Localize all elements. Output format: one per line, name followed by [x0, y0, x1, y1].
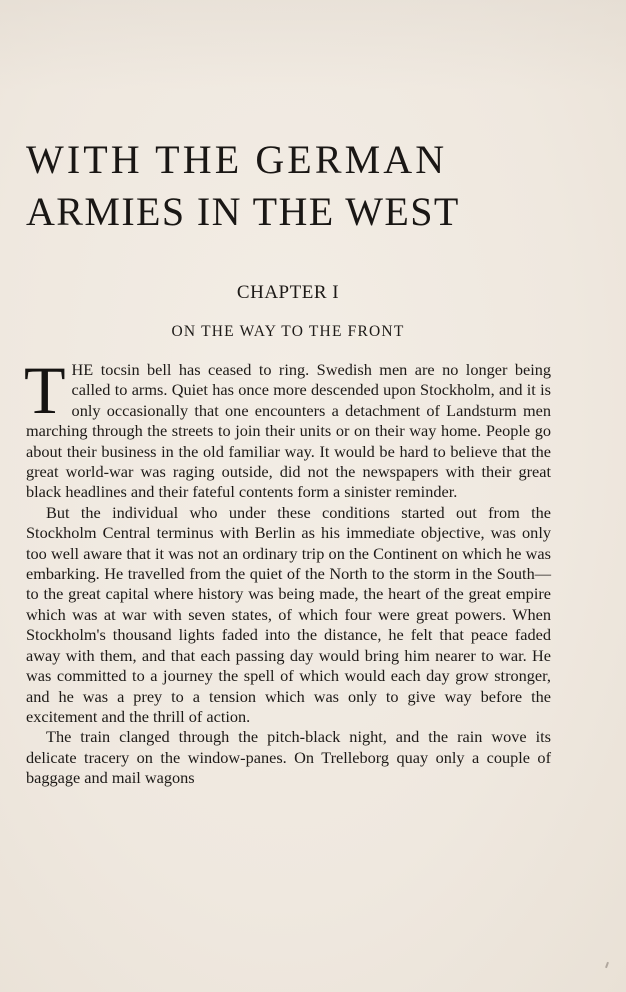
drop-cap: T: [24, 352, 66, 428]
book-title-line-2: ARMIES IN THE WEST: [26, 189, 460, 234]
chapter-number: CHAPTER I: [236, 282, 340, 303]
paragraph-2: But the individual who under these conditions started out from the Stockholm Central terminus with Berlin as his immediate objective, was only too well aware that it was not an ordinary trip on the Continent on which he was embarking. He travelled from the quiet of the North to the storm in the South—to the great capital where history was being made, the heart of the great empire which was at war with seven states, of which four were great powers. When Stockholm's thousand lights faded into the distance, he felt that peace faded away with them, and that each passing day would bring him nearer to war. He was committed to a journey the spell of which would each day grow stronger, and he was a prey to a tension which was only to give way before the excitement and the thrill of action.: [26, 502, 551, 726]
book-title: [26, 134, 552, 238]
paper-speck: [605, 962, 609, 968]
chapter-body: [24, 352, 551, 789]
book-title-line-1: WITH THE GERMAN: [26, 137, 448, 182]
paragraph-3: The train clanged through the pitch-black night, and the rain wove its delicate tracery on the window-panes. On Trelleborg quay only a couple of baggage and mail wagons: [26, 727, 551, 788]
paragraph-1-text: HE tocsin bell has ceased to ring. Swedish men are no longer being called to arms. Quiet has once more descended upon Stockholm, and it is only occasionally that one encounters a detachment of Landsturm men marching through the streets to join their units or on their way home. People go about their business in the old familiar way. It would be hard to believe that the great world-war was raging outside, did not the newspapers with their great black headlines and their fateful contents form a sinister reminder.: [26, 360, 551, 502]
show-through-shading: [0, 0, 626, 90]
paragraph-1: [24, 352, 551, 503]
chapter-title: ON THE WAY TO THE FRONT: [171, 323, 405, 340]
